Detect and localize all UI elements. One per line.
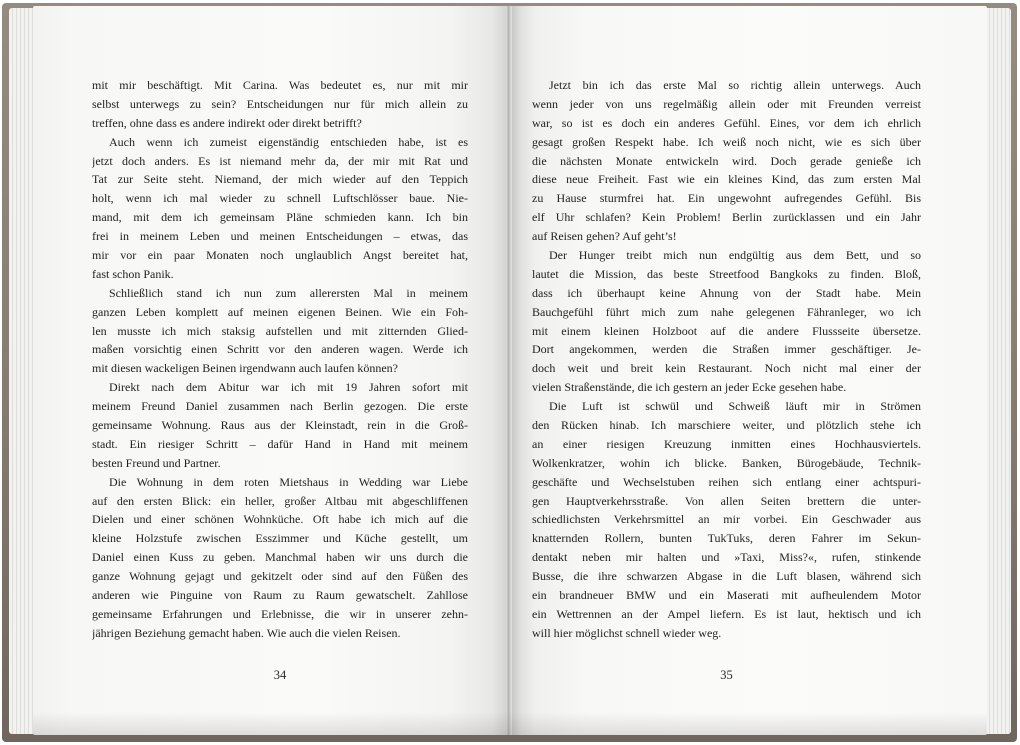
text-line: gemeinsame Erfahrungen und Erlebnisse, die wir in unserer zehn- — [92, 606, 468, 621]
text-line: Busse, die ihre schwarzen Abgase in die Luft blasen, während sich — [532, 569, 921, 584]
text-line: lautet die Mission, das beste Streetfood Bangkoks zu finden. Bloß, — [532, 266, 921, 281]
text-line: gesagt großen Respekt habe. Ich weiß noch nicht, wie es sich über — [532, 134, 921, 149]
text-line: Die Wohnung in dem roten Mietshaus in Wedding war Liebe — [109, 474, 468, 489]
text-line: treffen, ohne dass es andere indirekt oder direkt betrifft? — [92, 115, 362, 130]
text-line: vielen Straßenstände, die ich gestern an jeder Ecke gesehen habe. — [532, 380, 847, 395]
text-line: diese neue Freiheit. Fast wie ein kleines Kind, das zum ersten Mal — [532, 172, 921, 187]
text-line: selbst unterwegs zu sein? Entscheidungen nur für mich allein zu — [92, 96, 468, 111]
text-line: den Rücken hinab. Ich marschiere weiter, und plötzlich stehe ich — [532, 418, 921, 433]
text-line: jetzt doch anders. Es ist niemand mehr da, der mir mit Rat und — [92, 153, 468, 168]
text-line: gemeinsame Wohnung. Raus aus der Kleinstadt, rein in die Groß- — [92, 418, 468, 433]
text-line: zu Hause sturmfrei hat. Ein ungewohnt aufregendes Gefühl. Bis — [532, 191, 921, 206]
text-line: mand, mit dem ich gemeinsam Pläne schmieden kann. Ich bin — [92, 210, 468, 225]
text-line: Jetzt bin ich das erste Mal so richtig allein unterwegs. Auch — [549, 78, 921, 92]
text-line: mit diesen wackeligen Beinen irgendwann auch laufen können? — [92, 361, 399, 376]
text-line: war, so ist es doch ein anderes Gefühl. Eines, vor dem ich ehrlich — [532, 115, 921, 130]
page-number-left: 34 — [273, 668, 287, 682]
text-line: Bauchgefühl führt mich zum nahe gelegenen Fähranleger, wo ich — [532, 304, 921, 319]
text-line: frei in meinem Leben und meinen Entscheidungen – etwas, das — [92, 229, 468, 244]
text-line: Wolkenkratzer, wohin ich blicke. Banken, Bürogebäude, Technik- — [532, 455, 921, 470]
text-line: Die Luft ist schwül und Schweiß läuft mir in Strömen — [549, 399, 921, 414]
text-line: meinem Freund Daniel zusammen nach Berlin gezogen. Die erste — [92, 399, 468, 414]
text-line: an einer riesigen Kreuzung inmitten eines Hochhausviertels. — [532, 436, 921, 451]
text-line: mit mir beschäftigt. Mit Carina. Was bedeutet es, nur mit mir — [92, 78, 468, 92]
text-line: mit einem kleinen Holzboot auf die andere Flussseite übersetze. — [532, 323, 921, 338]
text-line: ganzen Leben komplett auf meinen eigenen Beinen. Wie ein Foh- — [92, 304, 468, 319]
text-line: knatternden Rollern, bunten TukTuks, deren Fahrer im Sekun- — [532, 531, 921, 546]
left-page-text — [92, 76, 468, 643]
text-line: dentakt neben mir halten und »Taxi, Miss?«, rufen, stinkende — [532, 550, 921, 565]
text-line: elf Uhr schlafen? Kein Problem! Berlin zurücklassen und ein Jahr — [532, 210, 921, 225]
text-line: geschäfte und Wechselstuben reihen sich entlang einer achtspuri- — [532, 474, 921, 489]
spine-gutter — [506, 6, 512, 735]
text-line: dass ich überhaupt keine Ahnung von der Stadt habe. Mein — [532, 285, 921, 300]
page-edges-right — [986, 8, 1011, 734]
right-page-text — [532, 76, 921, 643]
text-line: ganze Wohnung gejagt und gekitzelt oder sind auf den Füßen des — [92, 569, 468, 584]
text-line: auf den ersten Blick: ein heller, großer Altbau mit abgeschliffenen — [92, 493, 468, 508]
page-edges-left — [9, 8, 34, 734]
text-line: besten Freund und Partner. — [92, 455, 221, 470]
text-line: wenn jeder von uns regelmäßig allein oder mit Freunden verreist — [532, 96, 921, 111]
text-line: Tat zur Seite steht. Niemand, der mich wieder auf den Teppich — [92, 172, 468, 187]
text-line: Der Hunger treibt mich nun endgültig aus dem Bett, und so — [549, 248, 921, 263]
text-line: Daniel einen Kuss zu geben. Manchmal haben wir uns durch die — [92, 550, 468, 565]
text-line: will hier möglichst schnell wieder weg. — [532, 625, 722, 640]
text-line: kleine Holzstufe zwischen Esszimmer und Küche gestellt, um — [92, 531, 468, 546]
page-number-right: 35 — [720, 668, 733, 682]
text-line: auf Reisen gehen? Auf geht’s! — [532, 229, 677, 244]
text-line: Schließlich stand ich nun zum allerersten Mal in meinem — [109, 285, 468, 300]
text-line: die nächsten Monate entwickeln wird. Doch gerade genieße ich — [532, 153, 921, 168]
text-line: len musste ich mich staksig aufstellen und mit zitternden Glied- — [92, 323, 468, 338]
text-line: Direkt nach dem Abitur war ich mit 19 Jahren sofort mit — [109, 380, 468, 395]
text-line: Auch wenn ich zumeist eigenständig entschieden habe, ist es — [109, 134, 468, 149]
text-line: fast schon Panik. — [92, 266, 174, 281]
text-line: mir vor ein paar Monaten noch unglaublich Angst bereitet hat, — [92, 248, 468, 263]
text-line: doch weit und breit kein Restaurant. Noch nicht mal einer der — [532, 361, 921, 376]
text-line: stadt. Ein riesiger Schritt – dafür Hand in Hand mit meinem — [92, 436, 468, 451]
text-line: anderen wie Pinguine von Raum zu Raum gewatschelt. Zahllose — [92, 588, 468, 603]
text-line: Dort angekommen, werden die Straßen immer geschäftiger. Je- — [532, 342, 921, 357]
text-line: ein Wettrennen an der Ampel liefern. Es ist laut, hektisch und ich — [532, 606, 921, 621]
text-line: jährigen Beziehung gemacht haben. Wie auch die vielen Reisen. — [92, 625, 401, 640]
text-line: maßen vorsichtig einen Schritt vor den anderen wagen. Werde ich — [92, 342, 468, 357]
text-line: schiedlichsten Verkehrsmittel an mir vorbei. Ein Geschwader aus — [532, 512, 921, 527]
text-line: Dielen und einer schönen Wohnküche. Oft habe ich mich auf die — [92, 512, 468, 527]
text-line: holt, wenn ich mal wieder zu schnell Luftschlösser baue. Nie- — [92, 191, 468, 206]
text-line: gen Hauptverkehrsstraße. Von allen Seiten brettern die unter- — [532, 493, 921, 508]
text-line: ein brandneuer BMW und ein Maserati mit aufheulendem Motor — [532, 588, 921, 603]
